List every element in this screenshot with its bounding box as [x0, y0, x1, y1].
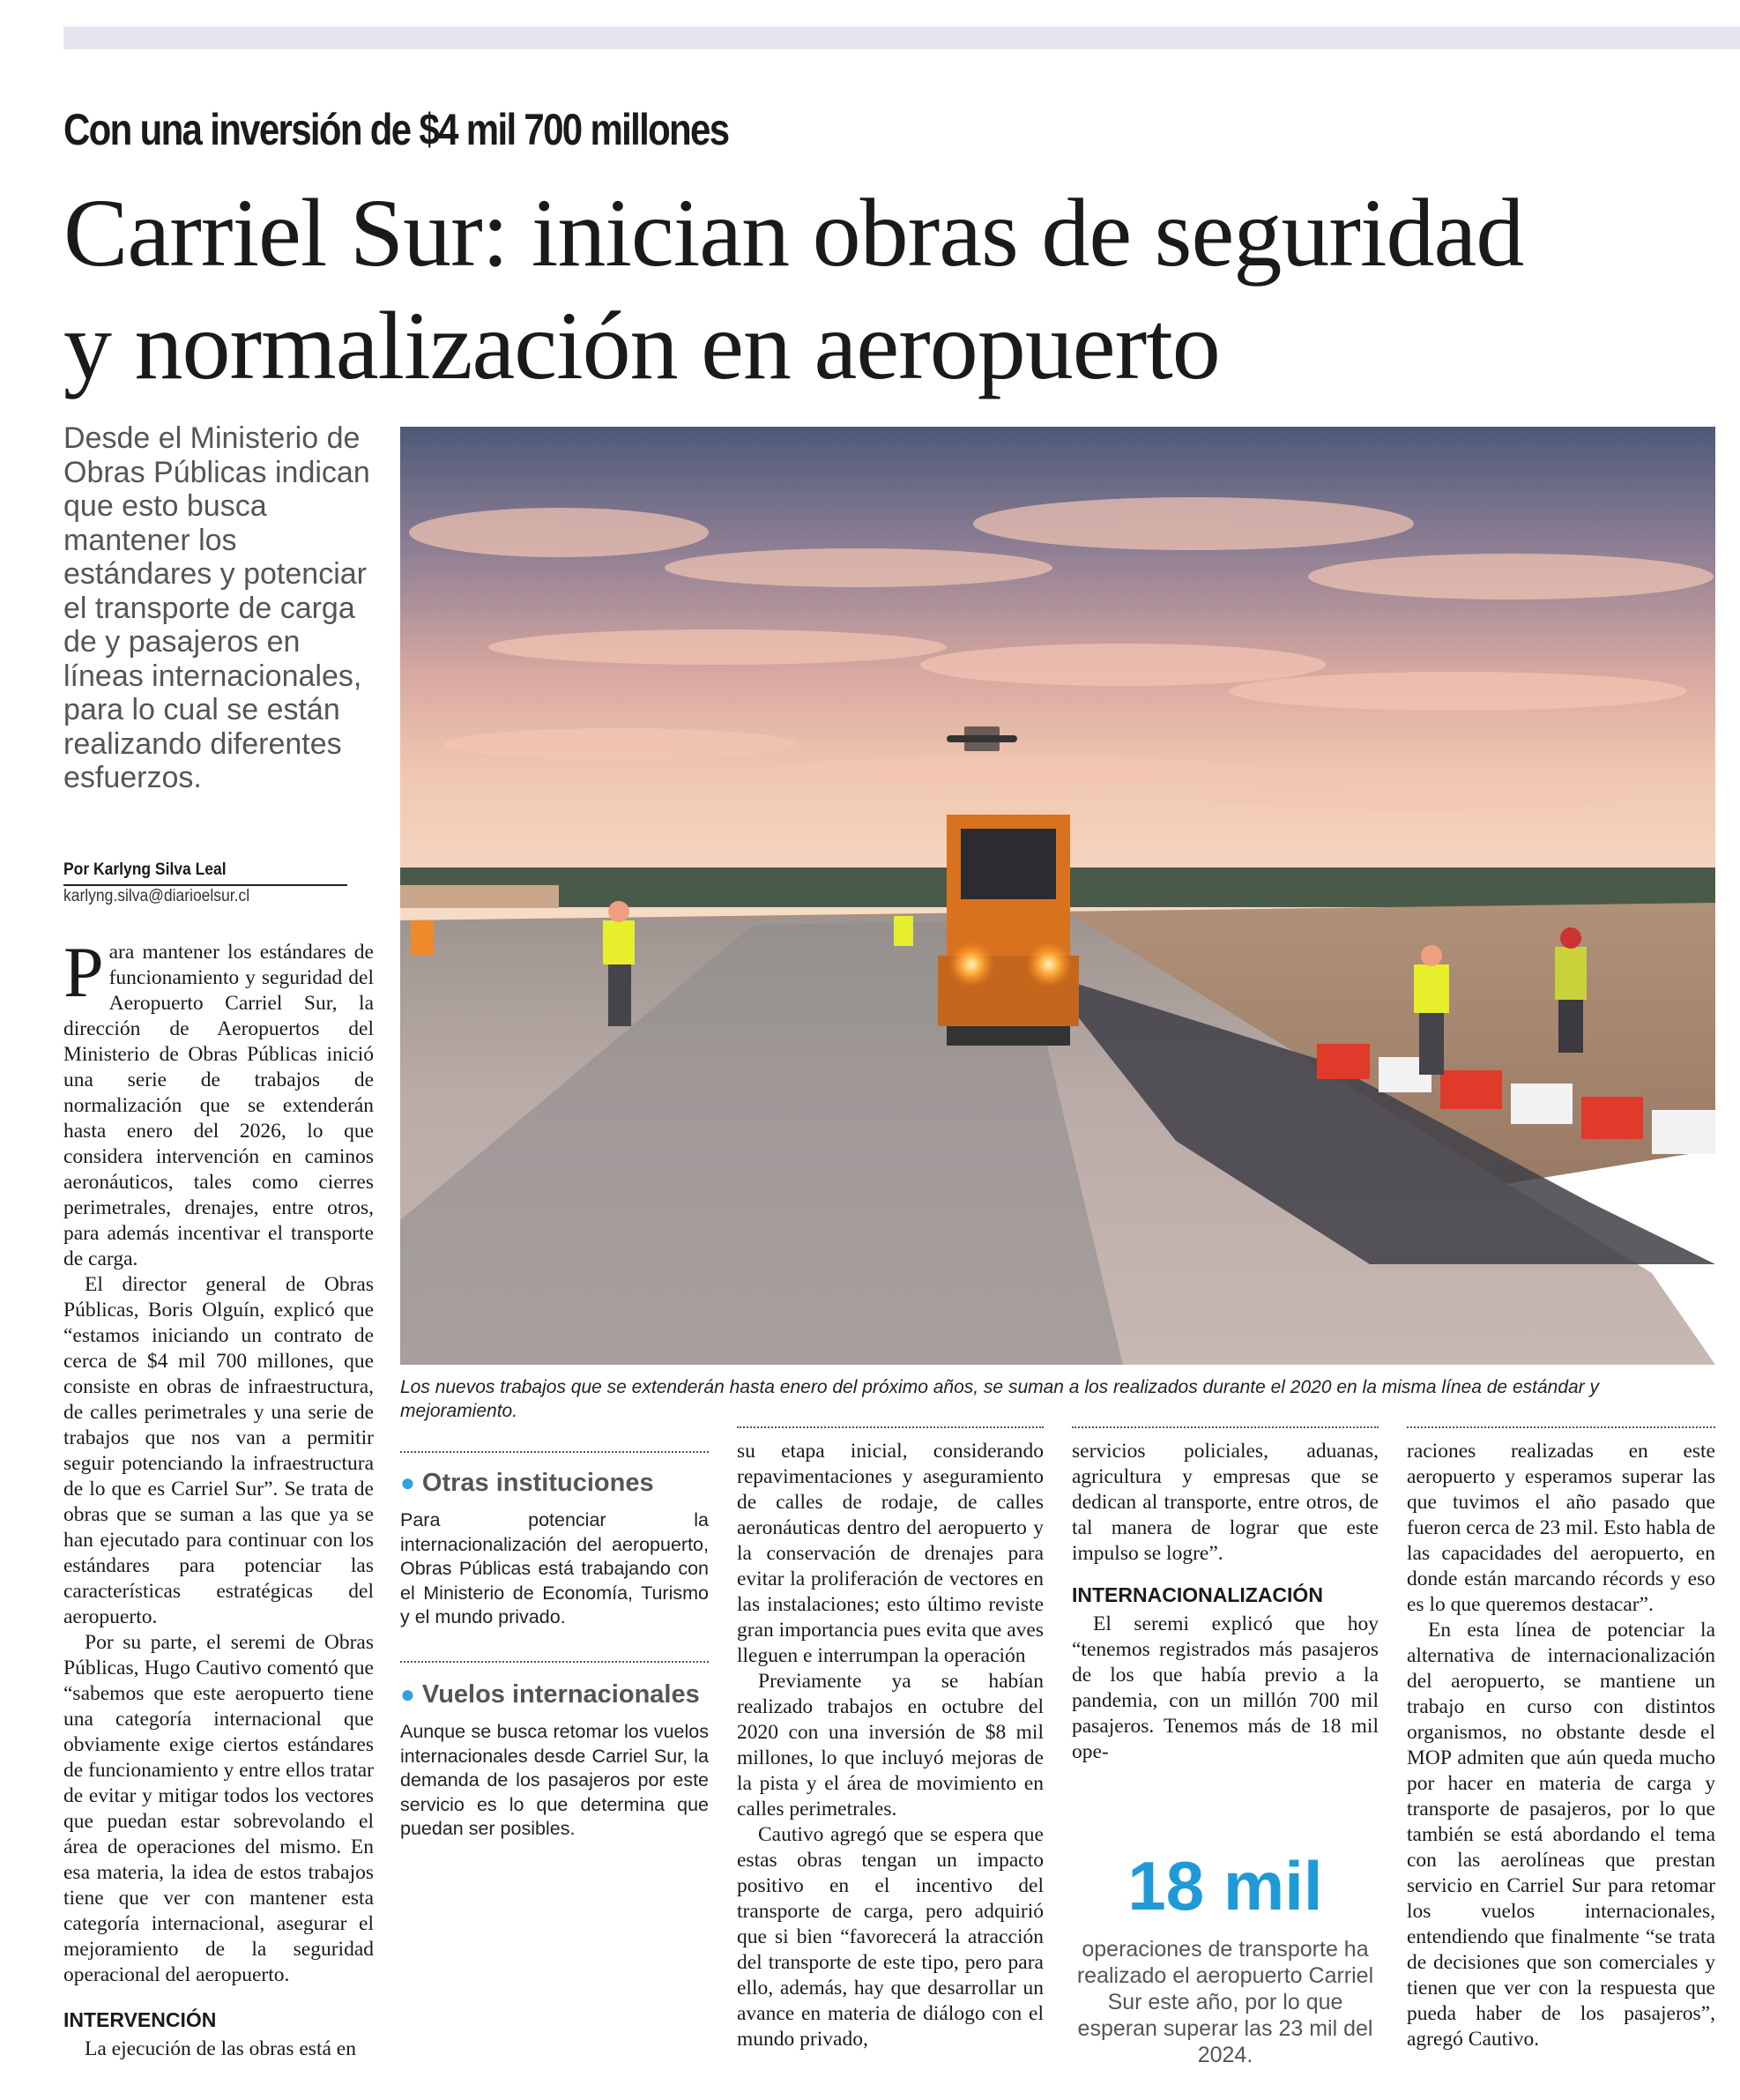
- paragraph-10: raciones realizadas en este aeropuerto y esperamos superar las que tuvimos el año pasado que fueron cerca de 23 mil. Esto habla de las capacidades del aeropuerto, en donde están marcando récords y eso es lo que queremos destacar”.: [1407, 1440, 1715, 1616]
- paragraph-9: El seremi explicó que hoy “tenemos registrados más pasajeros de los que había previo a la pandemia, con un millón 700 mil pasajeros. Tenemos más de 18 mil ope-: [1072, 1612, 1379, 1763]
- bullet-icon: ●: [400, 1680, 415, 1708]
- column-divider-3: [737, 1426, 1044, 1428]
- kicker: Con una inversión de $4 mil 700 millones: [63, 105, 729, 154]
- headline: [63, 176, 1523, 402]
- paragraph-2: El director general de Obras Públicas, Boris Olguín, explicó que “estamos iniciando un contrato de cerca de $4 mil 700 millones, que consiste en obras de infraestructura, de calles perimetrales y una serie de trabajos que nos van a permitir seguir potenciando la infraestructura de lo que es Carriel Sur”. Se trata de obras que se suman a las que ya se han ejecutado para continuar con los estándares para potenciar las características estratégicas del aeropuerto.: [63, 1273, 374, 1628]
- highlight-figure: 18 mil: [1127, 1847, 1323, 1925]
- byline-author: Por Karlyng Silva Leal: [63, 860, 347, 886]
- sidebar-box-otras-instituciones: [400, 1469, 709, 1630]
- sidebar-box-2-title-text: Vuelos internacionales: [421, 1680, 700, 1709]
- sidebar-box-2-text: Aunque se busca retomar los vuelos internacionales desde Carriel Sur, la demanda de los pasajeros por este servicio es lo que determina que puedan ser posibles.: [400, 1721, 709, 1839]
- highlight-text: operaciones de transporte ha realizado el aeropuerto Carriel Sur este año, por lo que esperan superar las 23 mil del 2024.: [1076, 1937, 1374, 2067]
- article-column-5: [1407, 1439, 1715, 2052]
- paragraph-1-text: ara mantener los estándares de funcionamiento y seguridad del Aeropuerto Carriel Sur, la dirección de Aeropuertos del Ministerio de Obras Públicas inició una serie de trabajos de normalización que se extenderán hasta enero del 2026, lo que considera intervención en caminos aeronáuticos, tales como cierres perimetrales, drenajes, entre otros, para además incentivar el transporte de carga.: [63, 941, 374, 1270]
- roller: [938, 815, 1079, 1046]
- paragraph-7: Cautivo agregó que se espera que estas obras tengan un impacto positivo en el incentivo del transporte de carga, pero adquirió que si bien “favorecerá la atracción del transporte de este tipo, pero para ello, además, hay que desarrollar un avance en materia de diálogo con el mundo privado,: [737, 1823, 1044, 2051]
- subheading-intervencion: INTERVENCIÓN: [63, 2008, 217, 2031]
- sidebar-box-1-title-text: Otras instituciones: [421, 1469, 654, 1497]
- article-column-4: [1072, 1439, 1379, 1765]
- paragraph-11: En esta línea de potenciar la alternativa de internacionalización del aeropuerto, se mantiene un trabajo en curso con distintos organismos, no obstante desde el MOP admiten que aún queda mucho por hacer en materia de carga y transporte de pasajeros, por lo que también se está abordando el tema con las aerolíneas que prestan servicio en Carriel Sur para retomar los vuelos internacionales, entendiendo que finalmente “se trata de decisiones que son comerciales y tienen que ver con la respuesta que pueda haber de los pasajeros”, agregó Cautivo.: [1407, 1619, 1715, 2051]
- article-column-3: [737, 1439, 1044, 2052]
- photo-caption: Los nuevos trabajos que se extenderán hasta enero del próximo años, se suman a los realizados durante el 2020 en la misma línea de estándar y mejoramiento.: [400, 1377, 1600, 1421]
- sidebar-divider-middle: [400, 1661, 709, 1663]
- headline-line-2: y normalización en aeropuerto: [63, 292, 1220, 399]
- paragraph-3: Por su parte, el seremi de Obras Públicas, Hugo Cautivo comentó que “sabemos que este aeropuerto tiene una categoría internacional que obviamente exige ciertos estándares de funcionamiento y entre ellos tratar de evitar y mitigar todos los vectores que puedan estar sobrevolando el área de operaciones del mismo. En esa materia, la idea de estos trabajos tiene que ver con mantener esta categoría internacional, asegurar el mejoramiento de la seguridad operacional del aeropuerto.: [63, 1631, 374, 1986]
- paragraph-5: su etapa inicial, considerando repavimentaciones y aseguramiento de calles de rodaje, de calles aeronáuticas dentro del aeropuerto y la conservación de drenajes para evitar la proliferación de vectores en las instalaciones; esto último reviste gran importancia pues evita que aves lleguen e interrumpan la operación: [737, 1440, 1044, 1667]
- sidebar-box-1-title: [400, 1469, 709, 1498]
- drop-cap: P: [63, 932, 104, 1012]
- paragraph-4: La ejecución de las obras está en: [85, 2037, 356, 2060]
- column-divider-4: [1072, 1426, 1379, 1428]
- article-column-1: [63, 932, 374, 2062]
- paragraph-8: servicios policiales, aduanas, agricultura y empresas que se dedican al transporte, entre otros, de tal manera de lograr que este impulso se logre”.: [1072, 1440, 1379, 1565]
- paragraph-6: Previamente ya se habían realizado trabajos en octubre del 2020 con una inversión de $8 mil millones, lo que incluyó mejoras de la pista y el área de movimiento en calles perimetrales.: [737, 1670, 1044, 1821]
- sidebar-box-1-text: Para potenciar la internacionalización del aeropuerto, Obras Públicas está trabajando con el Ministerio de Economía, Turismo y el mundo privado.: [400, 1509, 709, 1627]
- top-bar: [63, 26, 1740, 49]
- column-divider-5: [1407, 1426, 1715, 1428]
- runway-sunset-illustration: [400, 427, 1715, 1365]
- sidebar-box-2-title: [400, 1680, 709, 1709]
- bullet-icon: ●: [400, 1469, 415, 1496]
- headline-line-1: Carriel Sur: inician obras de seguridad: [63, 179, 1524, 287]
- deck-summary: Desde el Ministerio de Obras Públicas indican que esto busca mantener los estándares y potenciar el transporte de carga de y pasajeros en líneas internacionales, para lo cual se están realizando diferentes esfuerzos.: [63, 421, 370, 794]
- paragraph-1: [63, 932, 374, 1272]
- article-photo: [400, 427, 1715, 1365]
- sidebar-box-vuelos-internacionales: [400, 1680, 709, 1842]
- sidebar-divider-top: [400, 1451, 709, 1453]
- byline-email: karlyng.silva@diarioelsur.cl: [63, 887, 250, 905]
- subheading-internacionalizacion: INTERNACIONALIZACIÓN: [1072, 1583, 1323, 1606]
